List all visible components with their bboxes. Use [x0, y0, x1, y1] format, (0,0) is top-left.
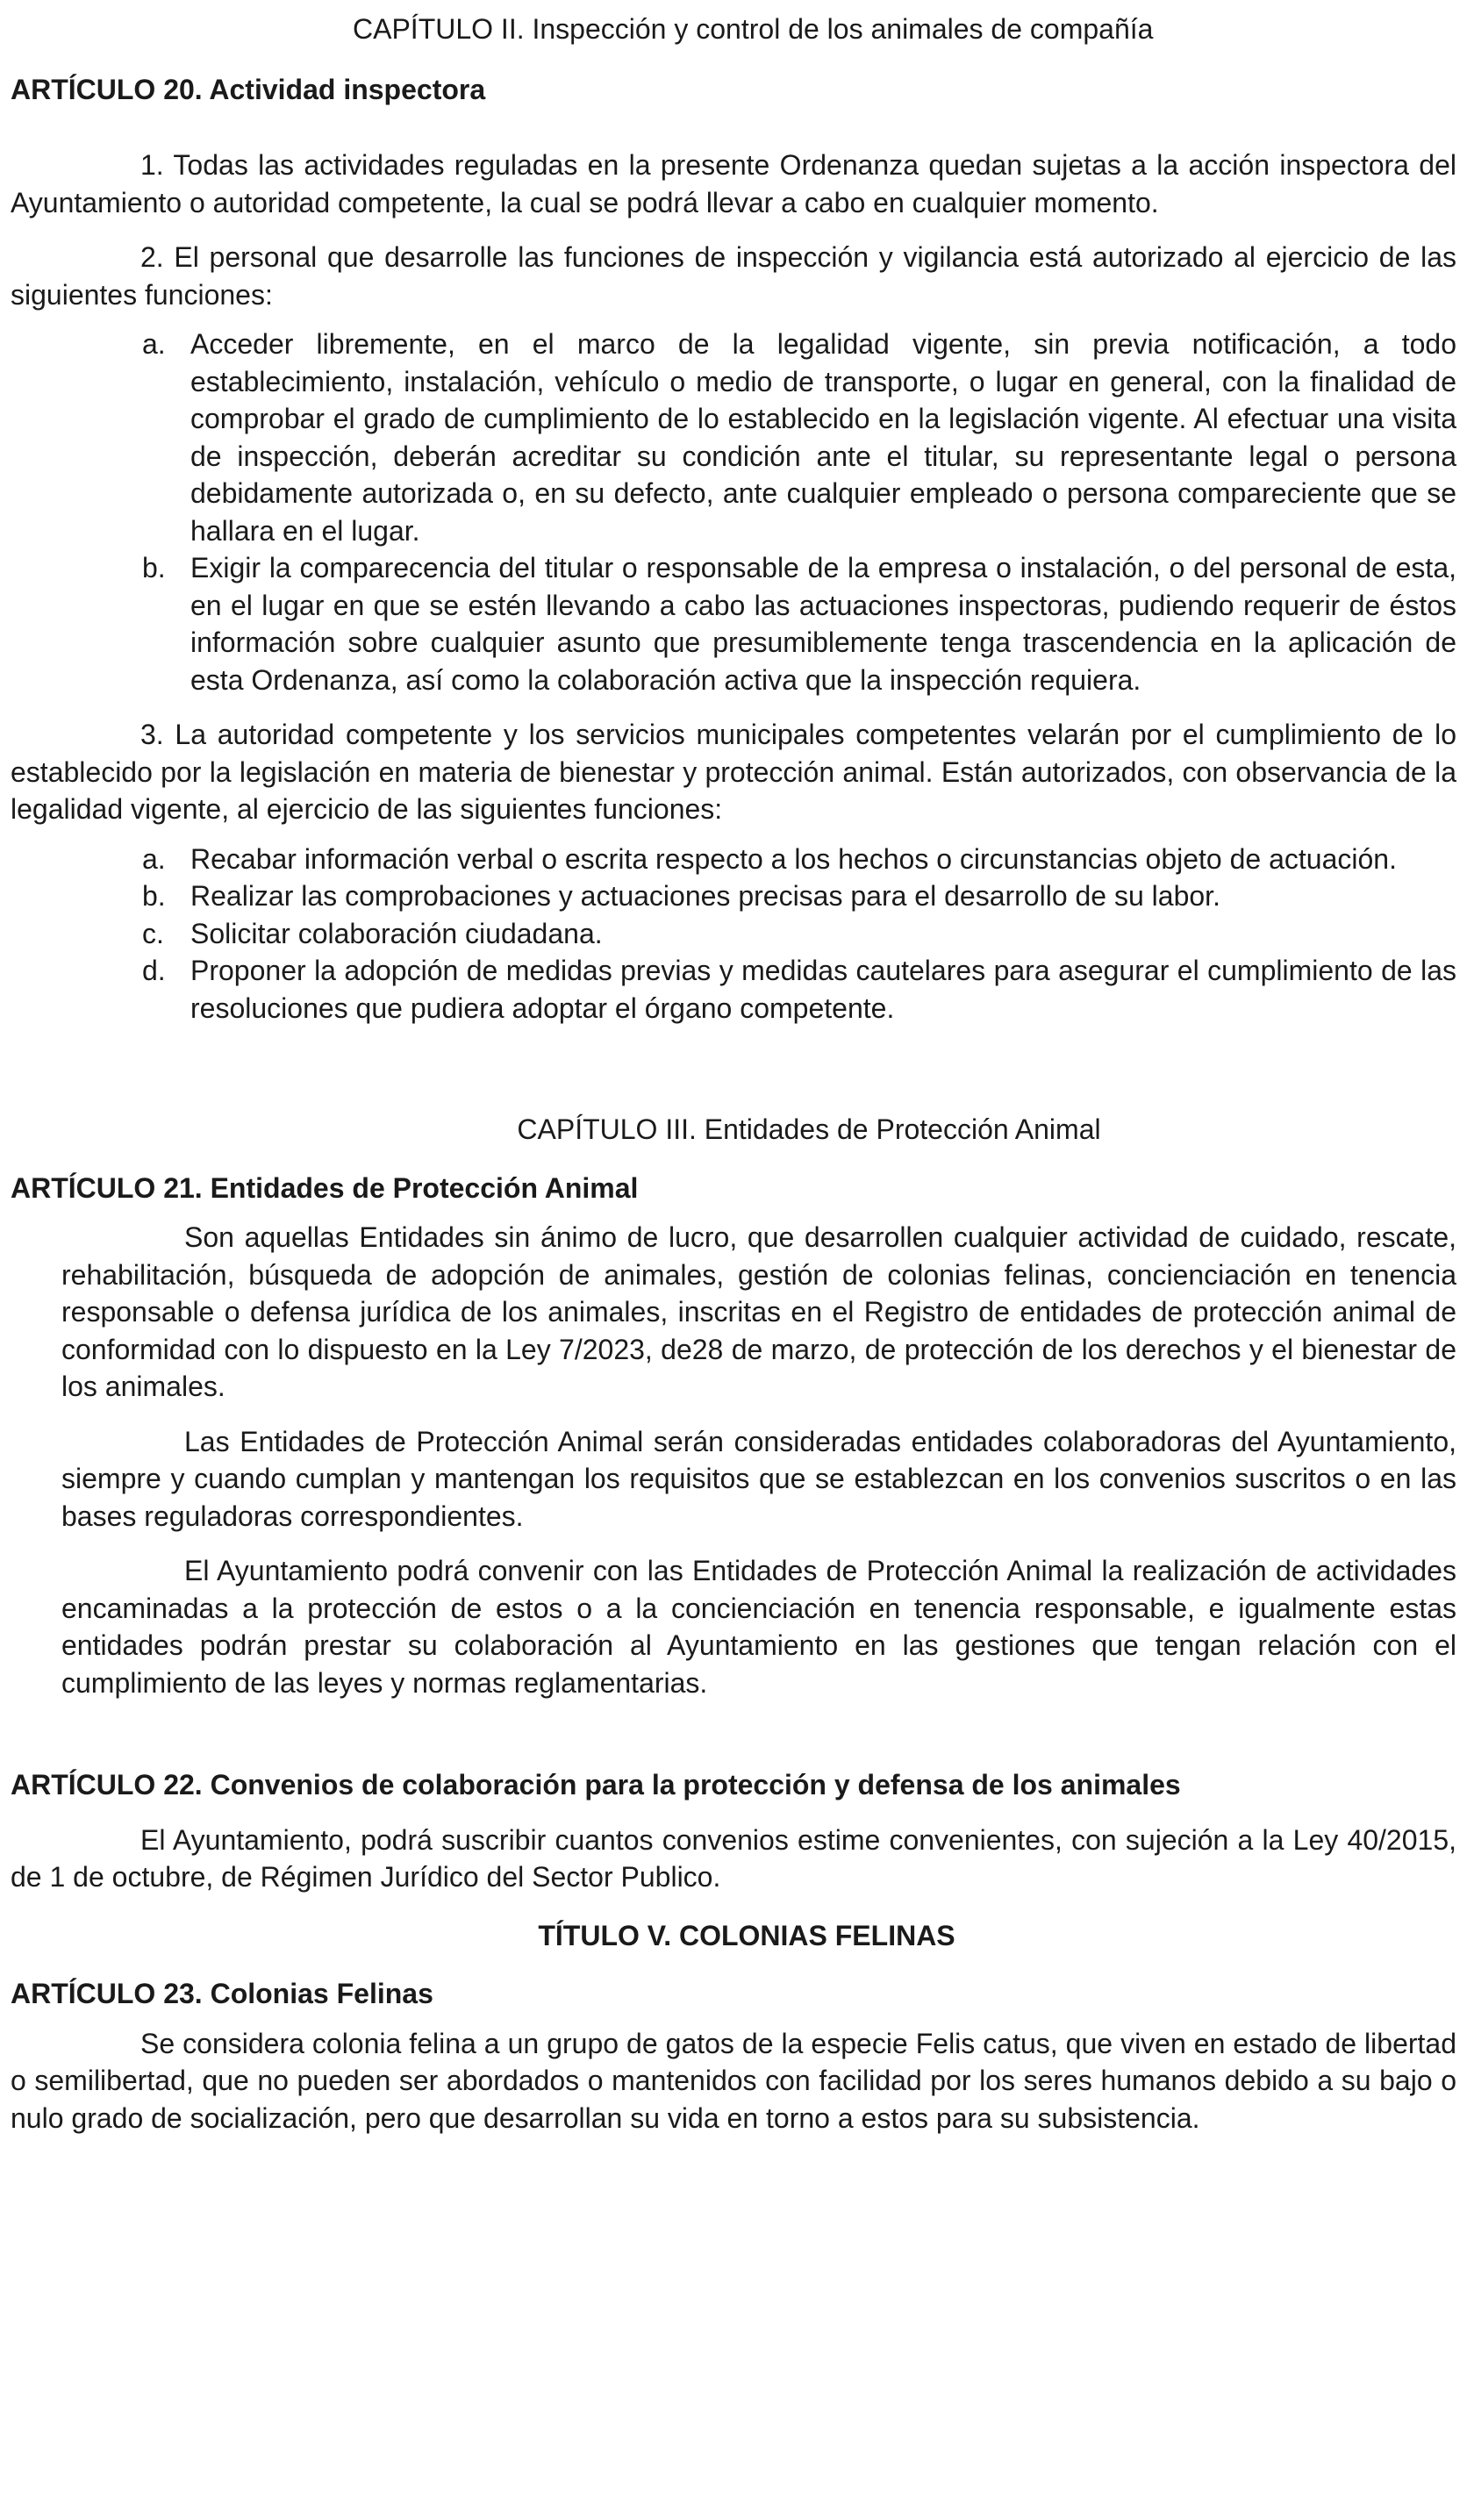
article-23-heading: ARTÍCULO 23. Colonias Felinas [11, 1978, 433, 2009]
list-marker: d. [142, 955, 166, 986]
list-item [11, 841, 1456, 878]
list-item-text: Realizar las comprobaciones y actuaciones precisas para el desarrollo de su labor. [190, 880, 1220, 912]
list-item-text: Exigir la comparecencia del titular o responsable de la empresa o instalación, o del personal de esta, en el lugar en que se estén llevando a cabo las actuaciones inspectoras, pudiendo requerir de éstos información sobre cualquier asunto que presumiblemente tenga trascendencia en la aplicación de esta Ordenanza, así como la colaboración activa que la inspección requiera. [190, 552, 1456, 696]
article-20-list-1 [11, 326, 1456, 698]
article-21-paragraph-3: El Ayuntamiento podrá convenir con las Entidades de Protección Animal la realización de actividades encaminadas a la protección de estos o a la concienciación en tenencia responsable, e igualmente estas entidades podrán prestar su colaboración al Ayuntamiento en las gestiones que tengan relación con el cumplimiento de las leyes y normas reglamentarias. [61, 1555, 1456, 1699]
article-20-paragraph-3: 3. La autoridad competente y los servicios municipales competentes velarán por el cumplimiento de lo establecido por la legislación en materia de bienestar y protección animal. Están autorizados, con observancia de la legalidad vigente, al ejercicio de las siguientes funciones: [11, 719, 1456, 825]
article-20-heading: ARTÍCULO 20. Actividad inspectora [11, 73, 486, 105]
list-item-text: Recabar información verbal o escrita respecto a los hechos o circunstancias objeto de actuación. [190, 842, 1397, 875]
list-item-text: Acceder libremente, en el marco de la legalidad vigente, sin previa notificación, a todo establecimiento, instalación, vehículo o medio de transporte, o lugar en general, con la finalidad de comprobar el grado de cumplimiento de lo establecido en la legislación vigente. Al efectuar una visita de inspección, deberán acreditar su condición ante el titular, su representante legal o persona debidamente autorizada o, en su defecto, ante cualquier empleado o persona compareciente que se hallara en el lugar. [190, 328, 1456, 547]
list-marker: b. [142, 552, 166, 583]
list-item-text: Solicitar colaboración ciudadana. [190, 917, 603, 949]
list-item [11, 326, 1456, 549]
article-21-heading: ARTÍCULO 21. Entidades de Protección Animal [11, 1171, 639, 1204]
article-21-paragraph-2: Las Entidades de Protección Animal serán consideradas entidades colaboradoras del Ayuntamiento, siempre y cuando cumplan y mantengan los requisitos que se establezcan en los convenios suscritos o en las bases reguladoras correspondientes. [61, 1425, 1456, 1532]
list-marker: c. [142, 917, 164, 949]
article-20-paragraph-2: 2. El personal que desarrolle las funciones de inspección y vigilancia está autorizado al ejercicio de las siguientes funciones: [11, 241, 1456, 311]
article-20-list-2 [11, 841, 1456, 1027]
list-marker: b. [142, 880, 166, 912]
list-item [11, 915, 1456, 953]
article-20-paragraph-1: 1. Todas las actividades reguladas en la presente Ordenanza quedan sujetas a la acción inspectora del Ayuntamiento o autoridad competente, la cual se podrá llevar a cabo en cualquier momento. [11, 149, 1456, 218]
list-item [11, 952, 1456, 1027]
list-item [11, 877, 1456, 915]
article-21-paragraph-1: Son aquellas Entidades sin ánimo de lucro, que desarrollen cualquier actividad de cuidado, rescate, rehabilitación, búsqueda de adopción de animales, gestión de colonias felinas, concienciación en tenencia responsable o defensa jurídica de los animales, inscritas en el Registro de entidades de protección animal de conformidad con lo dispuesto en la Ley 7/2023, de28 de marzo, de protección de los derechos y el bienestar de los animales. [61, 1221, 1456, 1402]
list-item [11, 549, 1456, 698]
article-22-paragraph-1: El Ayuntamiento, podrá suscribir cuantos convenios estime convenientes, con sujeción a la Ley 40/2015, de 1 de octubre, de Régimen Jurídico del Sector Publico. [11, 1823, 1456, 1893]
article-22-heading: ARTÍCULO 22. Convenios de colaboración para la protección y defensa de los animales [11, 1769, 1181, 1801]
list-marker: a. [142, 842, 166, 875]
list-marker: a. [142, 328, 166, 360]
title-5-heading: TÍTULO V. COLONIAS FELINAS [538, 1919, 955, 1951]
article-23-paragraph-1: Se considera colonia felina a un grupo de gatos de la especie Felis catus, que viven en estado de libertad o semilibertad, que no pueden ser abordados o mantenidos con facilidad por los seres humanos debido a su bajo o nulo grado de socialización, pero que desarrollan su vida en torno a estos para su subsistencia. [11, 2027, 1456, 2134]
chapter-3-title: CAPÍTULO III. Entidades de Protección Animal [517, 1113, 1101, 1145]
chapter-2-title: CAPÍTULO II. Inspección y control de los animales de compañía [353, 13, 1154, 45]
list-item-text: Proponer la adopción de medidas previas y medidas cautelares para asegurar el cumplimiento de las resoluciones que pudiera adoptar el órgano competente. [190, 955, 1456, 1024]
